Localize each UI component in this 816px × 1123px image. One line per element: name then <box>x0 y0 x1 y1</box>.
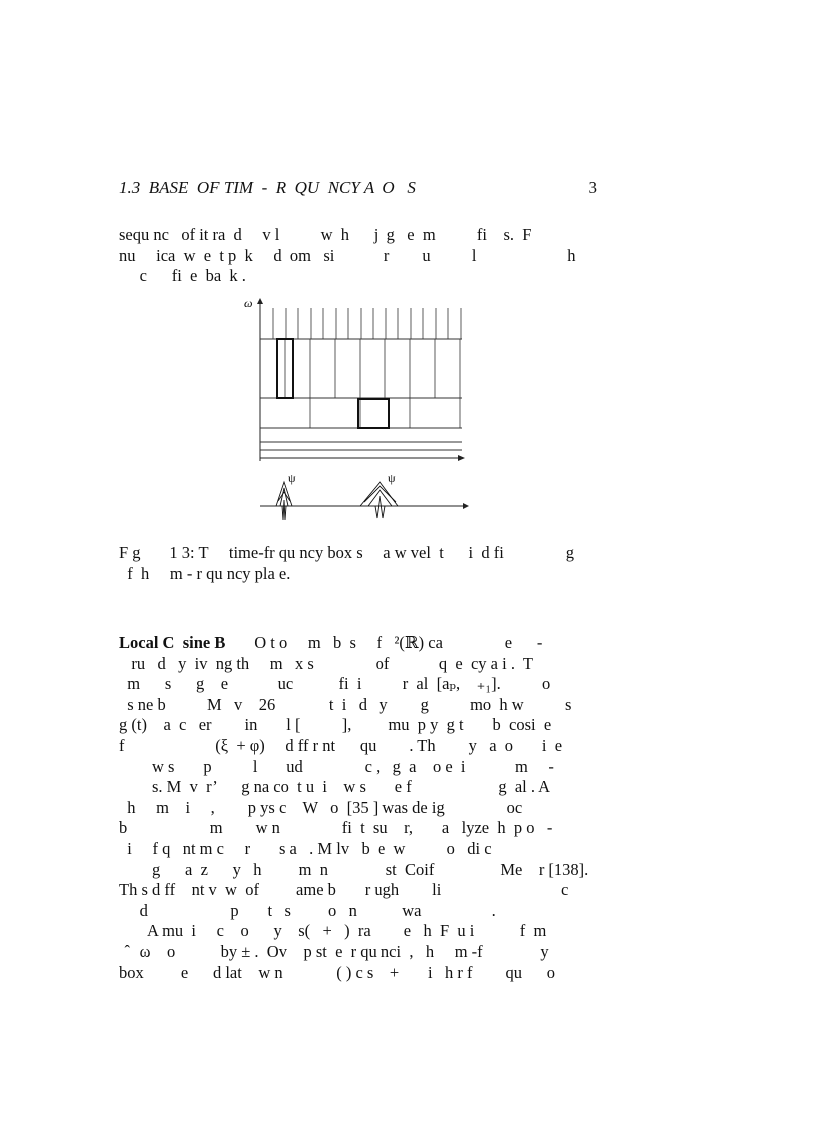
running-header <box>119 178 597 200</box>
intro-paragraph <box>119 225 605 287</box>
narrow-wavelet <box>276 482 292 520</box>
local-cosine-section <box>119 633 605 983</box>
text-line: d p t s o n wa . <box>119 900 496 920</box>
text-line: b m w n fi t su r, a lyze h p o - <box>119 818 553 838</box>
text-line: box e d lat w n ( ) c s + i h r f qu o <box>119 962 555 982</box>
text-line: sequ nc of it ra d v l w h j g e m fi s. F <box>119 225 532 244</box>
text-line: ̂ ω o by ± . Ov p st e r qu nci , h m -f y <box>119 941 549 961</box>
text-line: m s g e uc fi i r al [aₚ, ₊₁]. o <box>119 674 551 694</box>
psi-label-wide: ψ <box>388 471 396 485</box>
section-heading: Local C sine B <box>119 633 226 652</box>
text-line: i f q nt m c r s a . M lv b e w o di c <box>119 838 492 858</box>
text-line: c fi e ba k . <box>119 266 246 286</box>
text-line: nu ica w e t p k d om si r u l h <box>119 245 576 265</box>
top-band-divisions <box>273 308 461 339</box>
text-line: Th s d ff nt v w of ame b r ugh li c <box>119 880 569 900</box>
running-title: 1.3 BASE OF TIM - R QU NCY A O S <box>119 178 416 197</box>
text-line: w s p l ud c , g a o e i m - <box>119 756 554 776</box>
time-axis-arrow <box>458 455 465 461</box>
text-line: f (ξ + φ) d ff r nt qu . Th y a o i e <box>119 735 563 755</box>
caption-line: F g 1 3: T time-fr qu ncy box s a w vel t i d fi g <box>119 543 574 562</box>
wavelet-axis-arrow <box>463 503 469 509</box>
text-line: s. M v r’ g na co t u i w s e f g al . A <box>119 777 551 797</box>
psi-label-narrow: ψ <box>288 471 296 485</box>
time-frequency-figure <box>240 296 472 522</box>
wide-wavelet <box>360 482 398 518</box>
tiling-diagram <box>240 296 472 522</box>
text-line: g (t) a c er in l [ ], mu p y g t b cosi e <box>119 715 552 735</box>
text-line <box>119 633 605 654</box>
text-line: g a z y h m n st Coif Me r [138]. <box>119 859 589 879</box>
highlight-box-wide <box>358 399 389 428</box>
omega-label: ω <box>244 296 253 310</box>
text-fragment: O t o m b s f ²(ℝ) ca e - <box>225 633 543 652</box>
middle-band-divisions <box>285 339 460 398</box>
text-line: s ne b M v 26 t i d y g mo h w s <box>119 694 572 714</box>
text-line: ru d y iv ng th m x s of q e cy a i . T <box>119 653 533 673</box>
band-lines <box>260 339 462 450</box>
figure-caption <box>119 543 605 584</box>
page-number: 3 <box>588 178 597 197</box>
caption-line: f h m - r qu ncy pla e. <box>119 563 291 583</box>
frequency-axis-arrow <box>257 298 263 304</box>
text-line: h m i , p ys c W o [35 ] was de ig oc <box>119 797 523 817</box>
lower-band-divisions <box>310 398 460 428</box>
text-line: A mu i c o y s( + ) ra e h F u i f m <box>119 921 547 941</box>
